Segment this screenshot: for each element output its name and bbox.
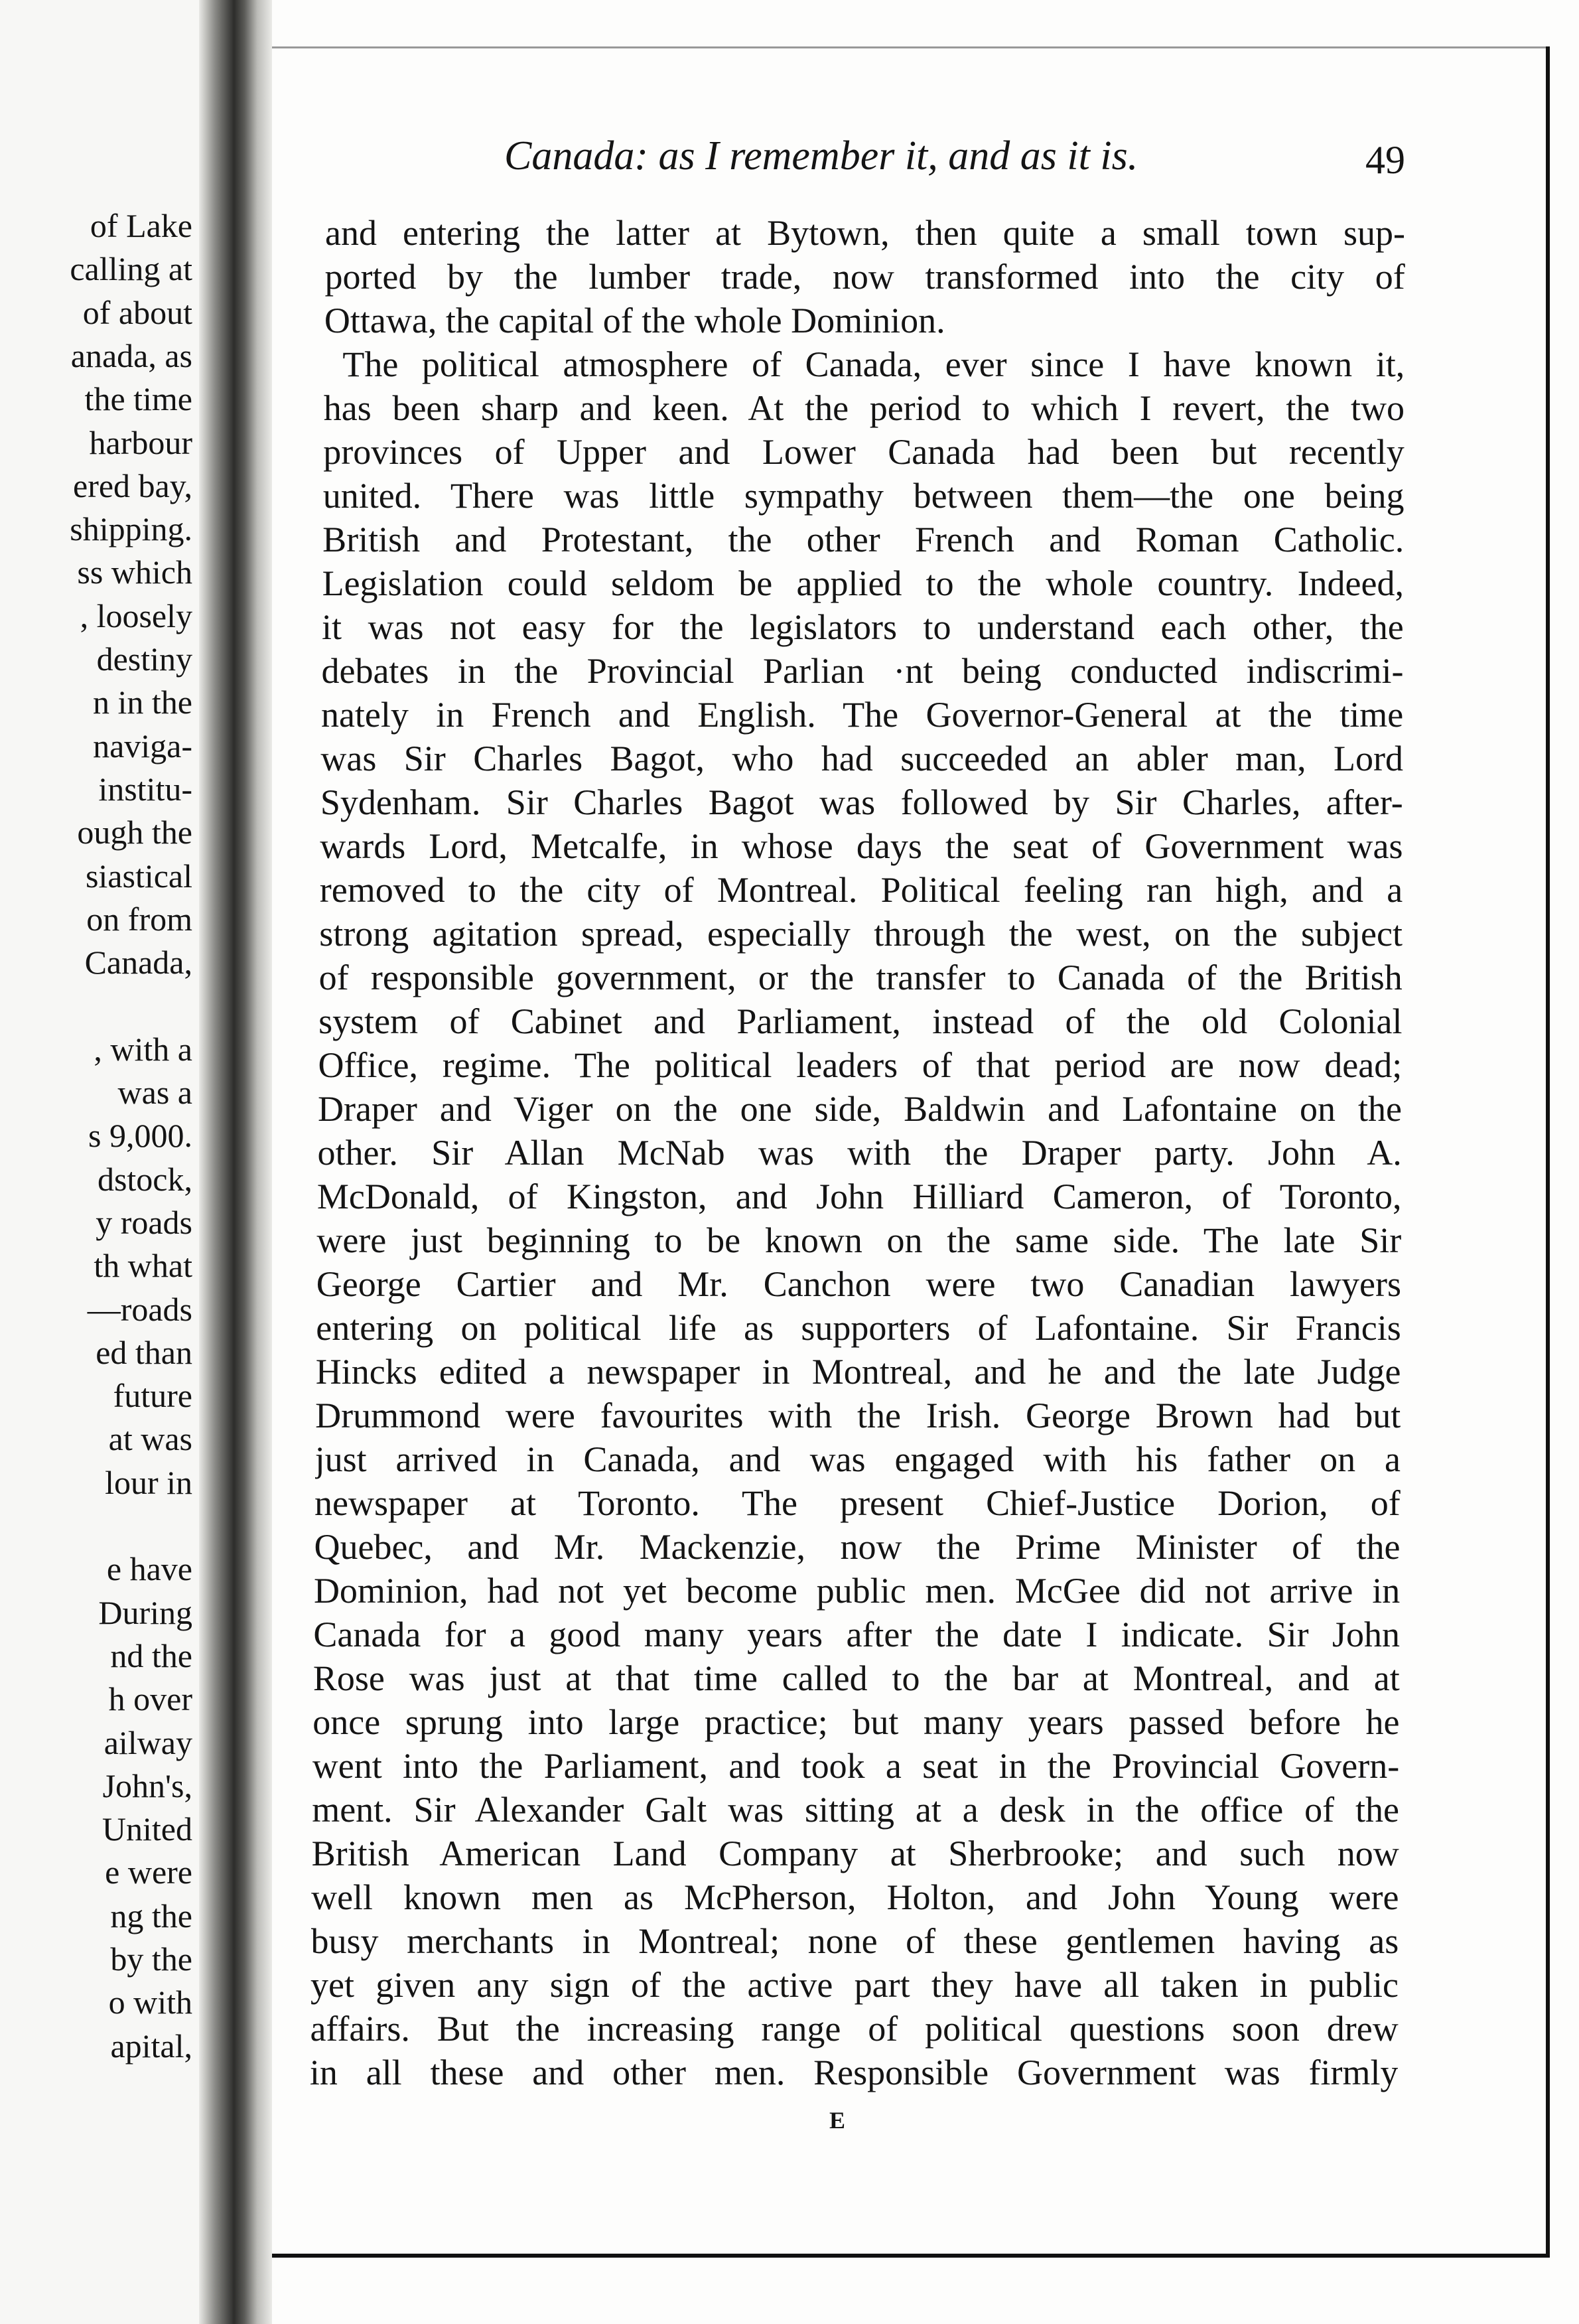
left-page-line: e have — [106, 1550, 192, 1588]
left-page-line: , loosely — [80, 597, 192, 634]
text-line: other. Sir Allan McNab was with the Draper party. John A. — [317, 1133, 1402, 1173]
page-frame-right — [1546, 46, 1550, 2256]
left-page-line: n in the — [93, 684, 192, 721]
text-line: removed to the city of Montreal. Political feeling ran high, and a — [319, 870, 1403, 910]
left-page-line: e were — [105, 1853, 192, 1891]
text-line: Canada for a good many years after the date I indicate. Sir John — [313, 1615, 1400, 1654]
text-line: British and Protestant, the other French and Roman Catholic. — [322, 520, 1405, 559]
text-line: were just beginning to be known on the same side. The late Sir — [316, 1220, 1402, 1260]
book-gutter — [199, 0, 272, 2324]
text-line: Rose was just at that time called to the bar at Montreal, and at — [312, 1658, 1400, 1698]
left-page-text — [0, 0, 199, 2324]
left-page-line: was a — [117, 1074, 192, 1111]
page-frame-bottom — [272, 2254, 1550, 2258]
page-frame-top — [272, 46, 1550, 48]
text-line: ment. Sir Alexander Galt was sitting at a desk in the office of the — [312, 1790, 1399, 1830]
text-line: was Sir Charles Bagot, who had succeeded an abler man, Lord — [320, 739, 1403, 778]
text-line: Quebec, and Mr. Mackenzie, now the Prime Minister of the — [314, 1527, 1401, 1567]
text-line: yet given any sign of the active part they have all taken in public — [310, 1965, 1399, 2005]
page-number: 49 — [1365, 138, 1405, 182]
left-page-line: ss which — [77, 553, 192, 591]
text-line: Sydenham. Sir Charles Bagot was followed by Sir Charles, after- — [320, 782, 1403, 822]
left-page-line: naviga- — [93, 727, 192, 764]
text-line: British American Land Company at Sherbrooke; and such now — [311, 1834, 1399, 1873]
left-page-line: John's, — [102, 1767, 192, 1804]
text-line: McDonald, of Kingston, and John Hilliard Cameron, of Toronto, — [316, 1177, 1402, 1216]
text-line: well known men as McPherson, Holton, and John Young were — [311, 1877, 1399, 1917]
text-line: newspaper at Toronto. The present Chief-Justice Dorion, of — [314, 1483, 1401, 1523]
left-page-line: the time — [84, 380, 192, 418]
text-line: debates in the Provincial Parlian ·nt being conducted indiscrimi- — [321, 651, 1404, 691]
text-line: has been sharp and keen. At the period to which I revert, the two — [323, 388, 1405, 428]
left-page-line: siastical — [85, 857, 192, 895]
left-page-line: th what — [94, 1247, 192, 1285]
left-page-line: During — [98, 1593, 192, 1631]
text-line: strong agitation spread, especially through the west, on the subject — [319, 914, 1403, 954]
text-line: united. There was little sympathy between them—the one being — [322, 476, 1405, 516]
text-line: Dominion, had not yet become public men. McGee did not arrive in — [313, 1571, 1401, 1611]
text-line: just arrived in Canada, and was engaged with his father on a — [314, 1439, 1401, 1479]
left-page-line: , with a — [94, 1030, 192, 1068]
text-line: of responsible government, or the transfer to Canada of the British — [318, 958, 1403, 997]
left-page-line: ed than — [96, 1333, 192, 1371]
running-head: Canada: as I remember it, and as it is. — [504, 133, 1138, 179]
left-page-line: institu- — [98, 770, 192, 808]
left-page-line: destiny — [96, 640, 192, 678]
left-page-line: future — [113, 1377, 192, 1415]
left-page-line: ailway — [103, 1723, 192, 1761]
left-page-line: apital, — [110, 2027, 192, 2065]
text-line: Hincks edited a newspaper in Montreal, and he and the late Judge — [315, 1352, 1401, 1392]
left-page-line: anada, as — [70, 336, 192, 374]
left-page-line: at was — [108, 1420, 192, 1458]
left-page-line: harbour — [89, 423, 192, 461]
left-page-line: ered bay, — [73, 467, 192, 504]
text-line: system of Cabinet and Parliament, instead of the old Colonial — [318, 1001, 1403, 1041]
left-page-line: United — [102, 1810, 192, 1848]
text-line: provinces of Upper and Lower Canada had been but recently — [323, 432, 1405, 472]
text-line: Legislation could seldom be applied to the whole country. Indeed, — [322, 563, 1404, 603]
text-line: ported by the lumber trade, now transformed into the city of — [324, 257, 1405, 297]
text-line: George Cartier and Mr. Canchon were two Canadian lawyers — [316, 1264, 1401, 1304]
text-line: and entering the latter at Bytown, then quite a small town sup- — [325, 213, 1405, 253]
text-line: Drummond were favourites with the Irish. George Brown had but — [315, 1396, 1401, 1435]
text-line: Draper and Viger on the one side, Baldwin and Lafontaine on the — [318, 1089, 1402, 1129]
left-page-line: shipping. — [70, 510, 192, 548]
text-line: went into the Parliament, and took a seat in the Provincial Govern- — [312, 1746, 1400, 1786]
text-line: once sprung into large practice; but many years passed before he — [312, 1702, 1400, 1742]
left-page-line: by the — [110, 1940, 192, 1978]
left-page-line: ng the — [110, 1897, 192, 1934]
text-line: Office, regime. The political leaders of that period are now dead; — [318, 1045, 1403, 1085]
left-page-line: —roads — [87, 1290, 192, 1328]
left-page-line: of Lake — [90, 207, 192, 244]
left-page-line: calling at — [70, 250, 192, 288]
text-line: affairs. But the increasing range of political questions soon drew — [310, 2009, 1399, 2049]
left-page-line: s 9,000. — [88, 1117, 192, 1155]
text-line: nately in French and English. The Governor-General at the time — [320, 695, 1404, 735]
left-page-line: lour in — [105, 1463, 192, 1501]
left-page-line: nd the — [110, 1636, 192, 1674]
signature-mark: E — [829, 2107, 846, 2134]
text-line: in all these and other men. Responsible Government was firmly — [309, 2053, 1399, 2092]
left-page-line: o with — [108, 1984, 192, 2021]
left-page-line: y roads — [96, 1203, 192, 1241]
left-page-line: dstock, — [97, 1160, 192, 1198]
text-line: busy merchants in Montreal; none of these gentlemen having as — [310, 1921, 1399, 1961]
left-page-line: ough the — [77, 814, 192, 851]
text-line: entering on political life as supporters of Lafontaine. Sir Francis — [316, 1308, 1401, 1348]
left-page-line: on from — [86, 900, 192, 938]
left-page-fragment — [0, 0, 199, 2324]
text-line: wards Lord, Metcalfe, in whose days the seat of Government was — [320, 826, 1403, 866]
left-page-line: h over — [108, 1680, 192, 1718]
text-line: it was not easy for the legislators to understand each other, the — [322, 607, 1404, 647]
text-line: The political atmosphere of Canada, ever since I have known it, — [342, 344, 1405, 384]
left-page-line: of about — [82, 293, 192, 331]
left-page-line: Canada, — [84, 944, 192, 981]
text-line: Ottawa, the capital of the whole Dominion. — [324, 301, 945, 340]
